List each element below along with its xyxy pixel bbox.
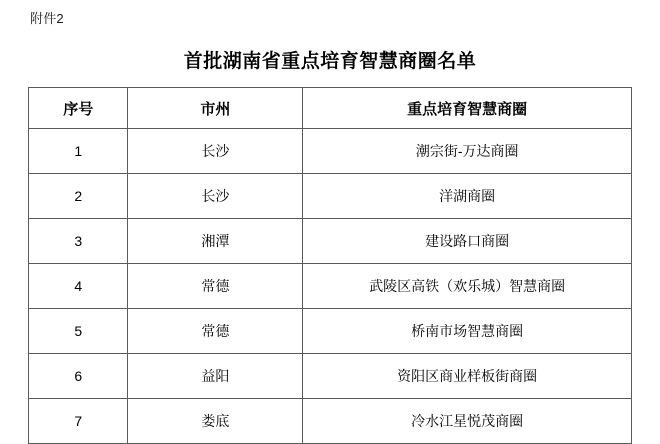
cell-district: 桥南市场智慧商圈 [303, 309, 632, 354]
table-row [29, 309, 632, 354]
cell-no: 6 [29, 354, 128, 399]
cell-city: 娄底 [128, 399, 303, 444]
page-title: 首批湖南省重点培育智慧商圈名单 [183, 51, 477, 72]
table-header-row [29, 88, 632, 129]
cell-district: 潮宗街-万达商圈 [303, 129, 632, 174]
cell-district: 建设路口商圈 [303, 219, 632, 264]
cell-city: 益阳 [128, 354, 303, 399]
cell-no: 2 [29, 174, 128, 219]
cell-city: 长沙 [128, 174, 303, 219]
cell-district: 资阳区商业样板街商圈 [303, 354, 632, 399]
cell-no: 7 [29, 399, 128, 444]
cell-no: 5 [29, 309, 128, 354]
smart-business-district-table [28, 87, 632, 444]
cell-city: 湘潭 [128, 219, 303, 264]
cell-no: 3 [29, 219, 128, 264]
cell-city: 常德 [128, 309, 303, 354]
cell-district: 洋湖商圈 [303, 174, 632, 219]
column-header-district: 重点培育智慧商圈 [303, 88, 632, 129]
cell-no: 1 [29, 129, 128, 174]
cell-city: 常德 [128, 264, 303, 309]
table-row [29, 174, 632, 219]
attachment-label: 附件2 [30, 11, 64, 26]
cell-city: 长沙 [128, 129, 303, 174]
cell-district: 冷水江星悦茂商圈 [303, 399, 632, 444]
table-row [29, 264, 632, 309]
table-row [29, 399, 632, 444]
table-row [29, 354, 632, 399]
cell-no: 4 [29, 264, 128, 309]
table-row [29, 129, 632, 174]
cell-district: 武陵区高铁（欢乐城）智慧商圈 [303, 264, 632, 309]
table-row [29, 219, 632, 264]
column-header-city: 市州 [128, 88, 303, 129]
column-header-no: 序号 [29, 88, 128, 129]
